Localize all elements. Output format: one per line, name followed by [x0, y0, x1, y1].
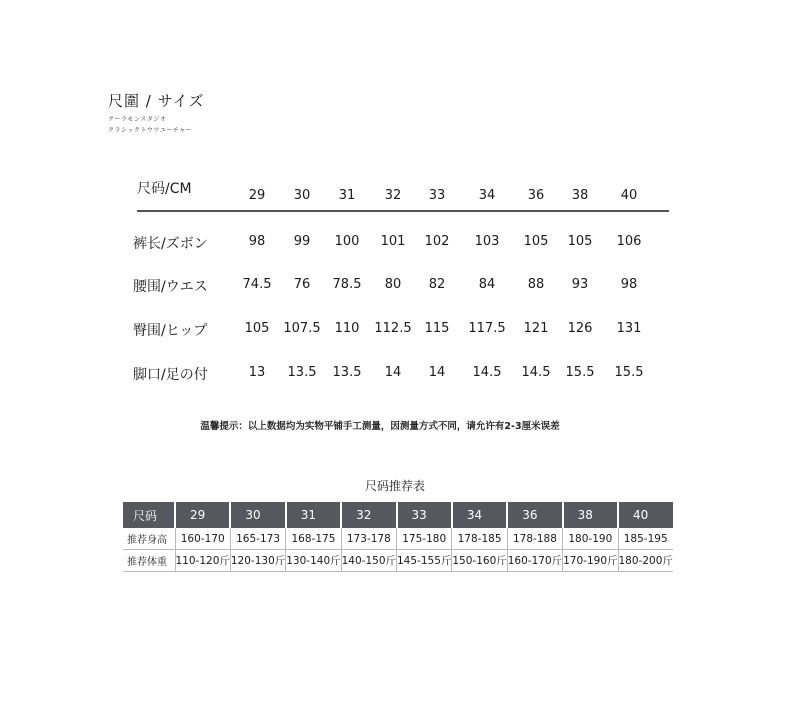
recommend-cell: 180-200斤	[618, 550, 673, 572]
size-row-label: 臀围/ヒップ	[133, 323, 208, 339]
size-cell: 76	[293, 277, 311, 292]
size-cell: 101	[380, 234, 406, 249]
size-cell: 14.5	[472, 365, 502, 380]
size-column-header: 40	[620, 188, 638, 203]
size-cell: 121	[523, 321, 549, 336]
size-cell: 13	[248, 365, 266, 380]
recommend-cell: 170-190斤	[563, 550, 618, 572]
size-cell: 98	[248, 234, 266, 249]
size-column-header: 32	[384, 188, 402, 203]
size-column-header: 38	[571, 188, 589, 203]
recommend-header-cell: 30	[230, 502, 285, 528]
recommend-cell: 178-188	[507, 528, 562, 550]
size-cell: 105	[244, 321, 270, 336]
size-row-label: 腰围/ウエス	[133, 279, 208, 295]
recommend-header-cell: 34	[452, 502, 507, 528]
size-cell: 117.5	[468, 321, 506, 336]
recommend-row-label: 推荐体重	[123, 550, 175, 572]
size-cell: 13.5	[332, 365, 362, 380]
size-cell: 13.5	[287, 365, 317, 380]
recommend-cell: 180-190	[563, 528, 618, 550]
recommend-header-cell: 尺码	[123, 502, 175, 528]
recommend-cell: 175-180	[397, 528, 452, 550]
recommend-cell: 168-175	[286, 528, 341, 550]
recommend-header-cell: 33	[397, 502, 452, 528]
size-column-header: 34	[478, 188, 496, 203]
size-cell: 110	[334, 321, 360, 336]
size-cell: 99	[293, 234, 311, 249]
recommend-header-cell: 32	[341, 502, 396, 528]
size-cell: 126	[567, 321, 593, 336]
size-cell: 115	[424, 321, 450, 336]
size-cell: 103	[474, 234, 500, 249]
size-cell: 131	[616, 321, 642, 336]
size-cell: 80	[384, 277, 402, 292]
size-cell: 93	[571, 277, 589, 292]
size-table-rule	[137, 210, 669, 212]
recommend-title: 尺码推荐表	[364, 479, 425, 493]
size-cell: 98	[620, 277, 638, 292]
recommend-cell: 178-185	[452, 528, 507, 550]
size-cell: 14.5	[521, 365, 551, 380]
size-cell: 100	[334, 234, 360, 249]
header-subtitle-2: クラシックトウワユーチャー	[108, 127, 193, 134]
size-cell: 74.5	[242, 277, 272, 292]
size-column-header: 33	[428, 188, 446, 203]
recommend-header-row	[123, 502, 673, 528]
size-cell: 105	[523, 234, 549, 249]
recommend-header-cell: 40	[618, 502, 673, 528]
header-subtitle-1: クーラモンスタジオ	[108, 116, 167, 123]
recommend-cell: 145-155斤	[397, 550, 452, 572]
recommend-row-label: 推荐身高	[123, 528, 175, 550]
size-cell: 107.5	[283, 321, 321, 336]
recommend-header-cell: 38	[563, 502, 618, 528]
size-cell: 14	[384, 365, 402, 380]
size-cell: 102	[424, 234, 450, 249]
recommend-cell: 185-195	[618, 528, 673, 550]
size-cell: 105	[567, 234, 593, 249]
size-cell: 15.5	[614, 365, 644, 380]
size-row-label: 脚口/足の付	[133, 367, 208, 383]
size-cell: 14	[428, 365, 446, 380]
recommend-cell: 165-173	[230, 528, 285, 550]
size-column-header: 31	[338, 188, 356, 203]
recommend-cell: 120-130斤	[230, 550, 285, 572]
measurement-note: 温馨提示：以上数据均为实物平铺手工测量，因测量方式不同，请允许有2-3厘米误差	[200, 421, 560, 432]
size-cell: 106	[616, 234, 642, 249]
recommend-cell: 140-150斤	[341, 550, 396, 572]
size-row-label: 裤长/ズボン	[133, 236, 208, 252]
recommend-cell: 150-160斤	[452, 550, 507, 572]
header-title: 尺圍 / サイズ	[108, 92, 205, 110]
size-cell: 78.5	[332, 277, 362, 292]
recommend-cell: 110-120斤	[175, 550, 230, 572]
recommend-cell: 160-170斤	[507, 550, 562, 572]
size-cell: 15.5	[565, 365, 595, 380]
size-cell: 88	[527, 277, 545, 292]
size-column-header: 36	[527, 188, 545, 203]
recommend-row	[123, 550, 673, 572]
recommend-cell: 160-170	[175, 528, 230, 550]
recommend-header-cell: 36	[507, 502, 562, 528]
recommend-cell: 130-140斤	[286, 550, 341, 572]
size-table-header-label: 尺码/CM	[137, 181, 192, 197]
size-cell: 82	[428, 277, 446, 292]
size-column-header: 30	[293, 188, 311, 203]
recommend-header-cell: 31	[286, 502, 341, 528]
recommend-cell: 173-178	[341, 528, 396, 550]
size-column-header: 29	[248, 188, 266, 203]
size-cell: 112.5	[374, 321, 412, 336]
size-cell: 84	[478, 277, 496, 292]
recommend-table	[123, 502, 673, 572]
recommend-row	[123, 528, 673, 550]
recommend-header-cell: 29	[175, 502, 230, 528]
